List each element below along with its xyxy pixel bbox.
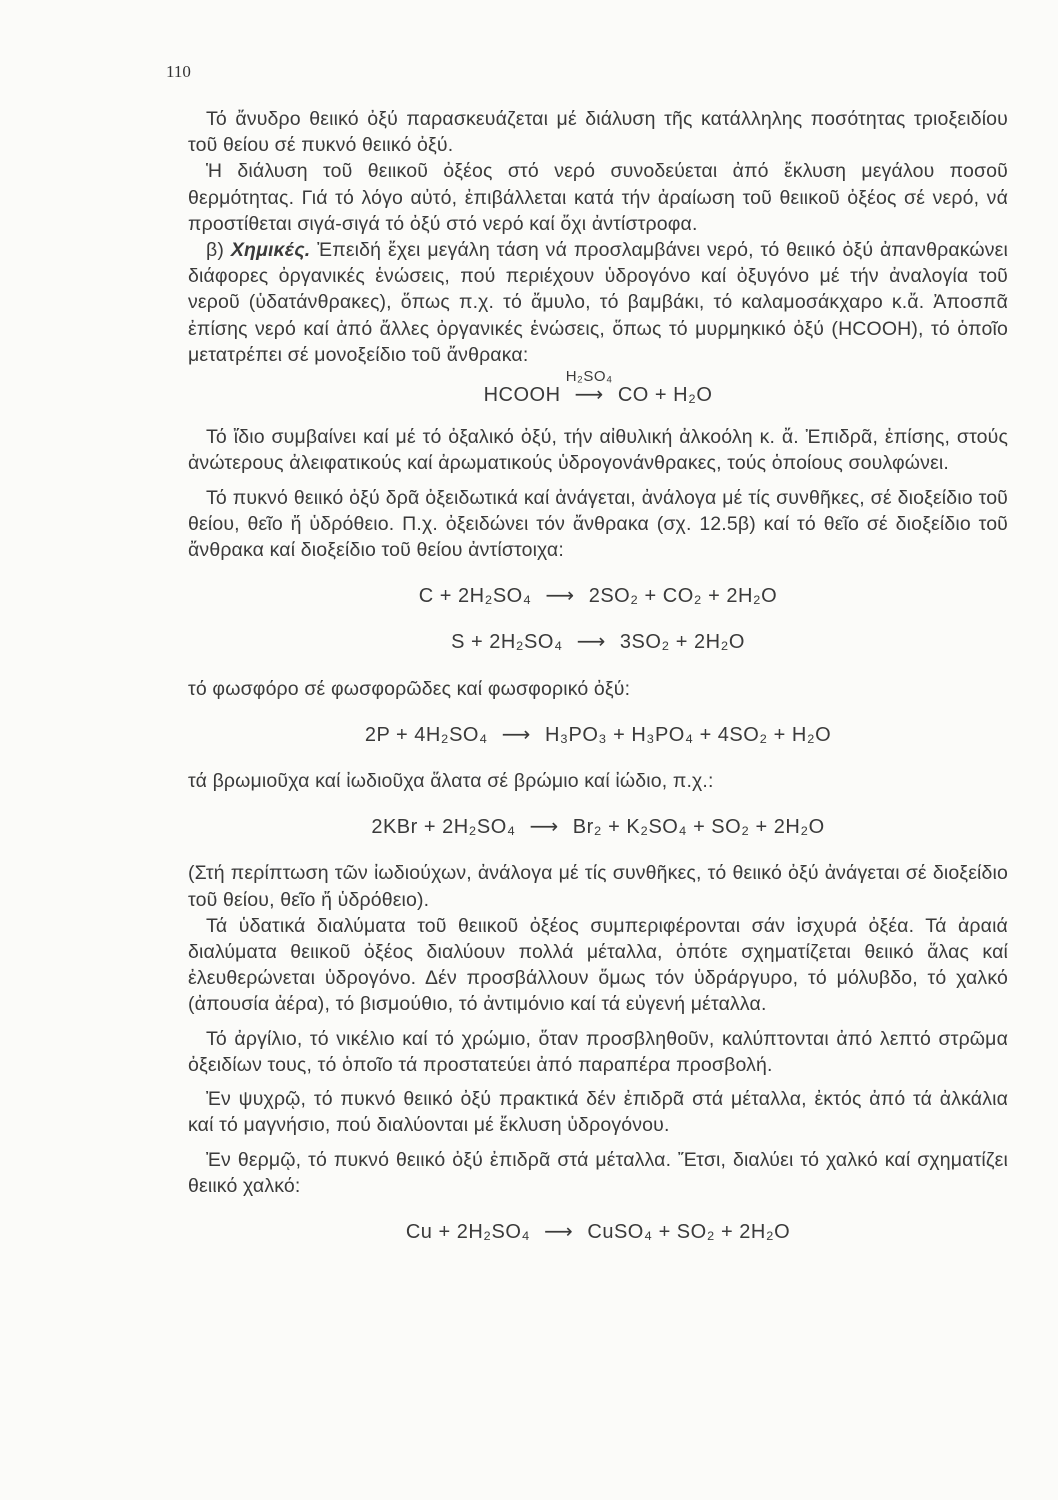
equation-right: 2SO₂ + CO₂ + 2H₂O [588, 585, 778, 608]
equation-hcooh [188, 368, 1008, 408]
equation-left: Cu + 2H₂SO₄ [405, 1220, 531, 1243]
equation-kbr [188, 814, 1008, 840]
paragraph-iodides: (Στή περίπτωση τῶν ἰωδιούχων, ἀνάλογα μέ τίς συνθῆκες, τό θειικό ὀξύ ἀνάγεται σέ διοξείδιο τοῦ θείου, θεῖο ἤ ὑδρόθειο). [188, 862, 1008, 911]
catalyst-label: H₂SO₄ [565, 368, 613, 386]
equation-left: 2P + 4H₂SO₄ [364, 723, 488, 746]
arrow-glyph: ⟶ [529, 816, 559, 839]
paragraph-chemical-properties [188, 237, 1008, 368]
section-heading: Χημικές. [230, 239, 311, 262]
equation-right: 3SO₂ + 2H₂O [619, 631, 745, 654]
equation-left: S + 2H₂SO₄ [451, 631, 563, 654]
equation-left: C + 2H₂SO₄ [418, 585, 532, 608]
paragraph-cold: Ἐν ψυχρῷ, τό πυκνό θειικό ὀξύ πρακτικά δέν ἐπιδρᾶ στά μέταλλα, ἐκτός ἀπό τά ἀλκάλια καί τό μαγνήσιο, πού διαλύονται μέ ἔκλυση ὑδρογόνου. [188, 1088, 1008, 1137]
paragraph-anhydrous: Τό ἄνυδρο θειικό ὀξύ παρασκευάζεται μέ διάλυση τῆς κατάλληλης ποσότητας τριοξειδίου τοῦ θείου σέ πυκνό θειικό ὀξύ. [188, 108, 1008, 157]
paragraph-oxidizing: Τό πυκνό θειικό ὀξύ δρᾶ ὀξειδωτικά καί ἀνάγεται, ἀνάλογα μέ τίς συνθῆκες, σέ διοξείδιο τοῦ θείου, θεῖο ἤ ὑδρόθειο. Π.χ. ὀξειδώνει τόν ἄνθρακα (σχ. 12.5β) καί τό θεῖο σέ διοξείδιο τοῦ ἄνθρακα καί διοξείδιο τοῦ θείου ἀντίστοιχα: [188, 486, 1008, 562]
page-number: 110 [166, 62, 191, 81]
arrow-glyph: ⟶ [545, 585, 575, 608]
arrow-glyph: ⟶ [574, 384, 604, 407]
page-body [188, 106, 1008, 1265]
equation-reactant: HCOOH [483, 384, 561, 407]
equation-copper [188, 1219, 1008, 1245]
paragraph-dilution: Ἡ διάλυση τοῦ θειικοῦ ὀξέος στό νερό συνοδεύεται ἀπό ἔκλυση μεγάλου ποσοῦ θερμότητας. Γιά τό λόγο αὐτό, ἐπιβάλλεται κατά τήν ἀραίωση τοῦ θειικοῦ ὀξέος σέ νερό, νά προστίθεται σιγά-σιγά τό ὀξύ στό νερό καί ὄχι ἀντίστροφα. [188, 160, 1008, 235]
arrow-glyph: ⟶ [544, 1220, 574, 1243]
paragraph-bromides: τά βρωμιοῦχα καί ἰωδιοῦχα ἅλατα σέ βρώμιο καί ἰώδιο, π.χ.: [188, 770, 714, 793]
equation-right: CuSO₄ + SO₂ + 2H₂O [587, 1220, 791, 1243]
paragraph-phosphorus: τό φωσφόρο σέ φωσφορῶδες καί φωσφορικό ὀξύ: [188, 677, 631, 700]
equation-right: H₃PO₃ + H₃PO₄ + 4SO₂ + H₂O [544, 723, 832, 746]
paragraph-aluminium: Τό ἀργίλιο, τό νικέλιο καί τό χρώμιο, ὅταν προσβληθοῦν, καλύπτονται ἀπό λεπτό στρῶμα ὀξειδίων τους, τό ὁποῖο τά προστατεύει ἀπό παραπέρα προσβολή. [188, 1027, 1008, 1076]
paragraph-oxalic: Τό ἴδιο συμβαίνει καί μέ τό ὀξαλικό ὀξύ, τήν αἰθυλική ἀλκοόλη κ. ἄ. Ἐπιδρᾶ, ἐπίσης, στούς ἀνώτερους ἀλειφατικούς καί ἀρωματικούς ὑδρογονάνθρακες, τούς ὁποίους σουλφώνει. [188, 426, 1008, 475]
paragraph-hot: Ἐν θερμῷ, τό πυκνό θειικό ὀξύ ἐπιδρᾶ στά μέταλλα. Ἔτσι, διαλύει τό χαλκό καί σχηματίζει θειικό χαλκό: [188, 1148, 1008, 1197]
section-text: Ἐπειδή ἔχει μεγάλη τάση νά προσλαμβάνει νερό, τό θειικό ὀξύ ἀπανθρακώνει διάφορες ὀργανικές ἑνώσεις, πού περιέχουν ὑδρογόνο καί ὀξυγόνο μέ τήν ἀναλογία τοῦ νεροῦ (ὑδατάνθρακες), ὅπως π.χ. τό ἄμυλο, τό βαμβάκι, τό καλαμοσάκχαρο κ.ἄ. Ἀποσπᾶ ἐπίσης νερό καί ἀπό ἄλλες ὀργανικές ἑνώσεις, ὅπως τό μυρμηκικό ὀξύ (HCOOH), τό ὁποῖο μετατρέπει σέ μονοξείδιο τοῦ ἄνθρακα: [188, 239, 1009, 366]
equation-sulfur [188, 629, 1008, 655]
equation-products: CO + H₂O [617, 384, 713, 407]
paragraph-aqueous: Τά ὑδατικά διαλύματα τοῦ θειικοῦ ὀξέος συμπεριφέρονται σάν ἰσχυρά ὀξέα. Τά ἀραιά διαλύματα θειικοῦ ὀξέος διαλύουν πολλά μέταλλα, ὁπότε σχηματίζεται θειικό ἅλας καί ἐλευθερώνεται ὑδρογόνο. Δέν προσβάλλουν ὅμως τόν ὑδράργυρο, τό μόλυβδο, τό χαλκό (ἀπουσία ἀέρα), τό βισμούθιο, τό ἀντιμόνιο καί τά εὐγενή μέταλλα. [188, 914, 1008, 1016]
catalyst-arrow [565, 368, 613, 408]
arrow-glyph: ⟶ [501, 723, 531, 746]
arrow-glyph: ⟶ [576, 631, 606, 654]
equation-phosphorus [188, 722, 1008, 748]
equation-right: Br₂ + K₂SO₄ + SO₂ + 2H₂O [572, 816, 825, 839]
equation-left: 2KBr + 2H₂SO₄ [371, 816, 516, 839]
section-prefix: β) [206, 239, 231, 262]
equation-carbon [188, 583, 1008, 609]
